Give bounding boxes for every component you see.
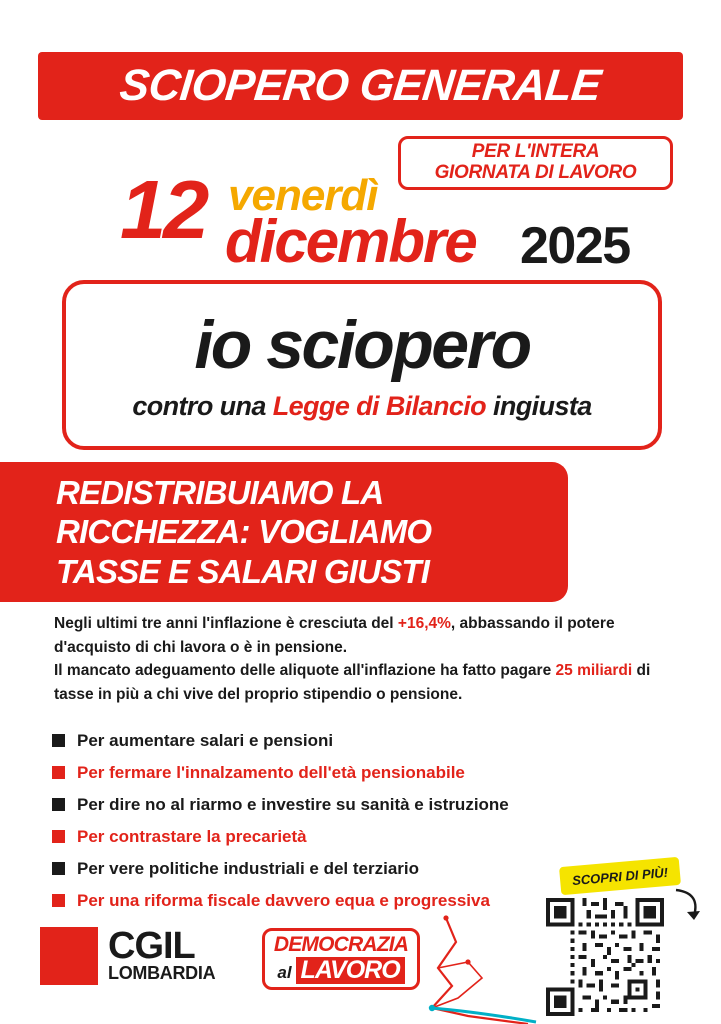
main-subline-pre: contro una [132, 390, 273, 421]
date-day-number: 12 [120, 163, 207, 256]
redistribution-slogan [0, 462, 568, 602]
list-item [52, 824, 672, 848]
body-paragraph [54, 612, 664, 706]
bullet-square-icon [52, 766, 65, 779]
democrazia-al-lavoro-logo [262, 928, 420, 990]
bullet-square-icon [52, 798, 65, 811]
date-year: 2025 [520, 217, 630, 275]
democrazia-al: al [277, 963, 292, 983]
list-item-label: Per contrastare la precarietà [77, 826, 307, 846]
full-day-badge [398, 136, 673, 190]
squiggle-decoration-icon [408, 912, 538, 1024]
list-item [52, 792, 672, 816]
democrazia-line-1: DEMOCRAZIA [273, 933, 409, 957]
cgil-square-icon [40, 927, 98, 985]
list-item-label: Per dire no al riarmo e investire su sanità e istruzione [77, 794, 509, 814]
list-item-label: Per vere politiche industriali e del terziario [77, 858, 420, 878]
paragraph-highlight-billions: 25 miliardi [555, 662, 633, 680]
main-subline [132, 391, 591, 422]
main-subline-highlight: Legge di Bilancio [272, 390, 487, 421]
header-banner [38, 52, 683, 120]
slogan-line-3: TASSE E SALARI GIUSTI [56, 552, 430, 590]
democrazia-lavoro: LAVORO [296, 957, 405, 983]
list-item-label: Per fermare l'innalzamento dell'età pensionabile [77, 762, 465, 782]
slogan-line-1: REDISTRIBUIAMO LA [56, 473, 384, 511]
full-day-badge-line2: GIORNATA DI LAVORO [434, 162, 637, 183]
list-item [52, 728, 672, 752]
cgil-logo-text [108, 925, 216, 984]
bullet-square-icon [52, 734, 65, 747]
paragraph-part-1: Negli ultimi tre anni l'inflazione è cresciuta del [54, 615, 398, 632]
date-weekday: venerdì [228, 171, 378, 220]
date-month: dicembre [225, 208, 476, 275]
main-slogan-box [62, 280, 662, 450]
democrazia-line-2 [277, 957, 404, 983]
cgil-region: LOMBARDIA [108, 963, 216, 984]
paragraph-part-3: Il mancato adeguamento delle aliquote all'inflazione ha fatto pagare [54, 662, 556, 680]
main-subline-post: ingiusta [486, 390, 592, 421]
full-day-badge-line1: PER L'INTERA [471, 141, 600, 163]
list-item [52, 760, 672, 784]
qr-code[interactable] [546, 898, 664, 1016]
paragraph-part-4: di tasse in più a chi vive del proprio stipendio o pensione. [54, 662, 651, 703]
list-item-label: Per una riforma fiscale davvero equa e progressiva [77, 890, 490, 910]
main-headline: io sciopero [194, 306, 530, 383]
cgil-logo [40, 925, 230, 987]
bullet-square-icon [52, 862, 65, 875]
scopri-di-piu-label: SCOPRI DI PIÙ! [571, 864, 669, 888]
curved-arrow-icon [672, 888, 704, 924]
page-title: SCIOPERO GENERALE [117, 61, 604, 110]
cgil-name: CGIL [108, 925, 195, 968]
bullet-square-icon [52, 830, 65, 843]
bullet-square-icon [52, 894, 65, 907]
slogan-line-2: RICCHEZZA: VOGLIAMO [56, 513, 432, 551]
paragraph-part-2: , abbassando il potere d'acquisto di chi lavora o è in pensione. [54, 615, 615, 656]
list-item-label: Per aumentare salari e pensioni [77, 730, 334, 750]
paragraph-highlight-inflation: +16,4% [397, 615, 451, 632]
